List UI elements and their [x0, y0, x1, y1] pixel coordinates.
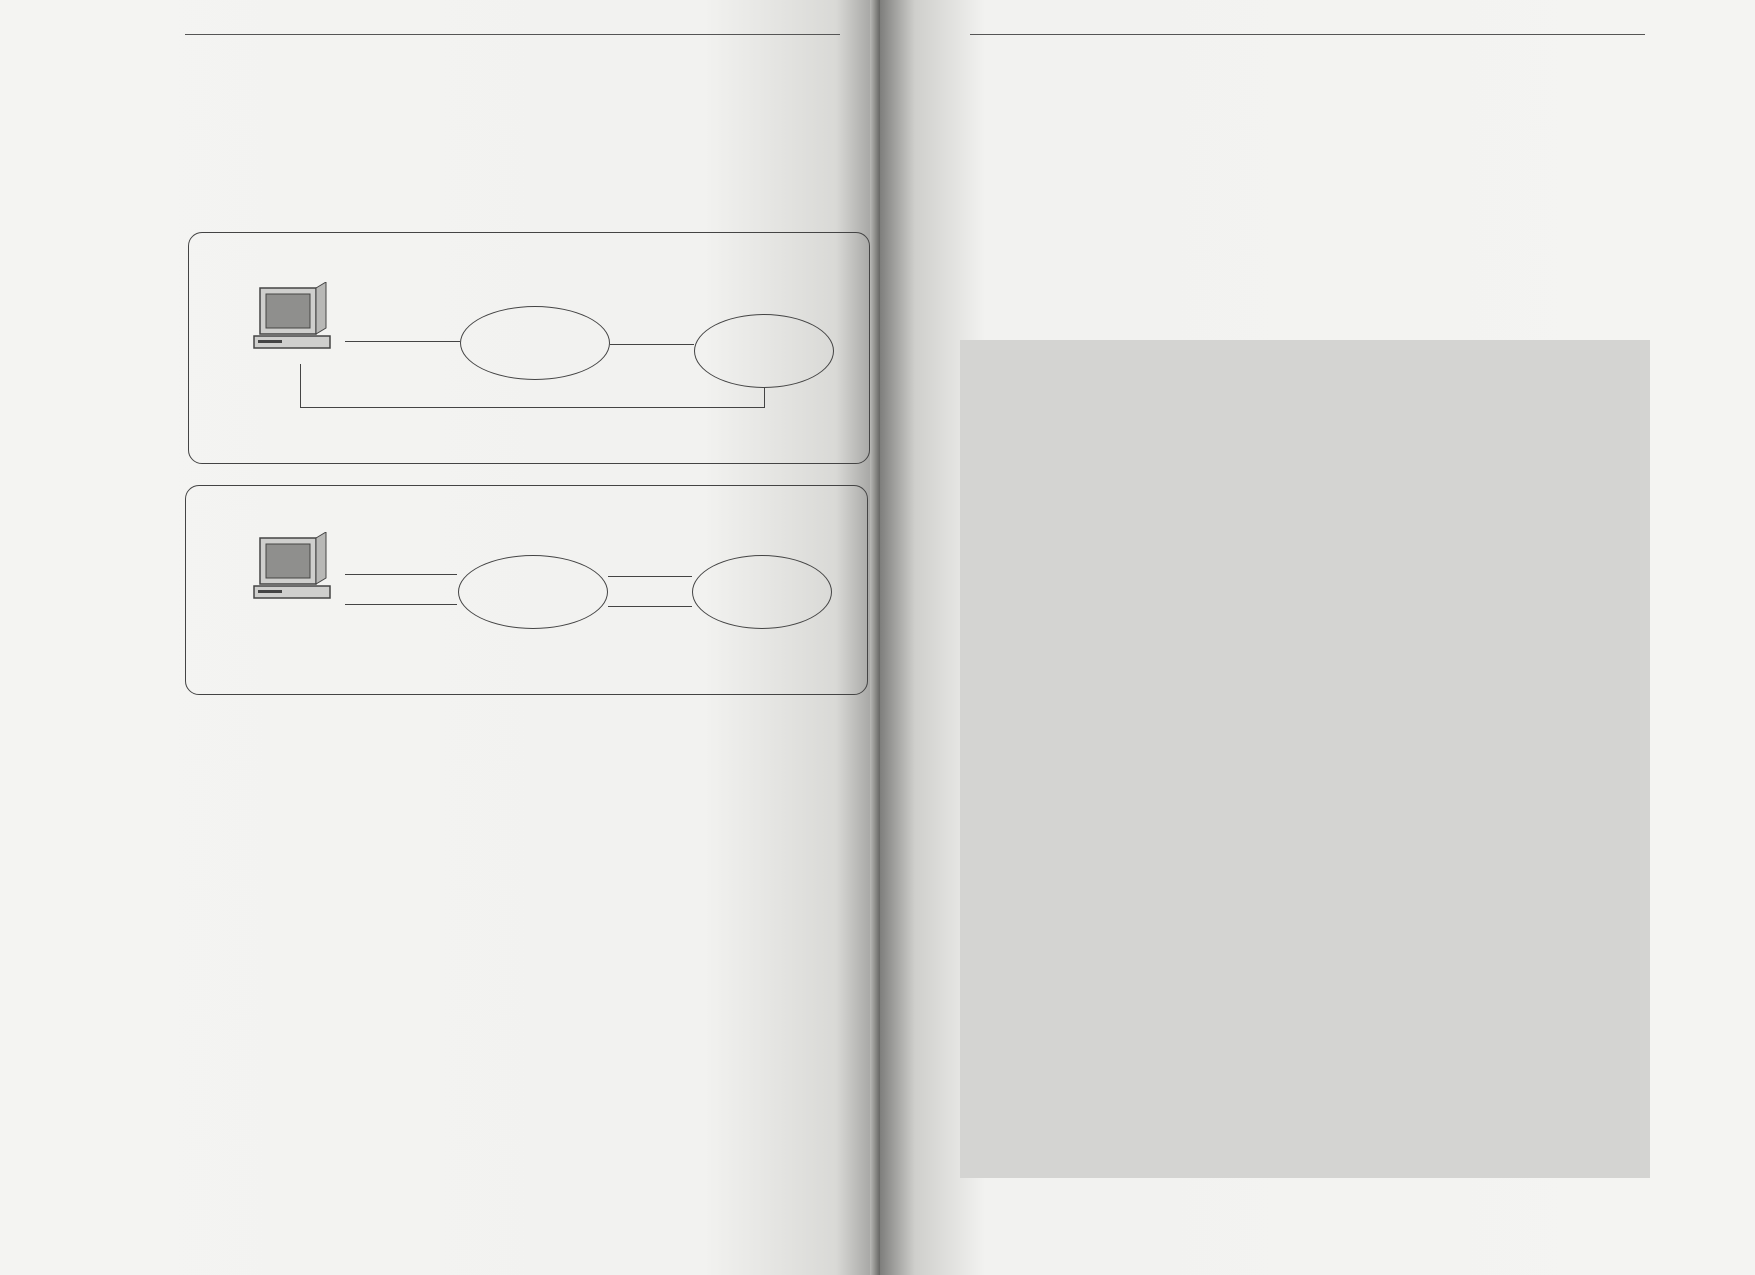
include-response-arrow: [345, 604, 457, 605]
forward-client-computer-icon: [252, 282, 332, 362]
left-header-rule: [185, 34, 840, 35]
code-listing: [960, 340, 1650, 1178]
include-arrow-line-top: [608, 576, 692, 577]
forward-response-line: [300, 407, 765, 408]
forward-servlet1: [460, 306, 610, 380]
forward-response-line-down: [764, 388, 765, 408]
forward-servlet2: [694, 314, 834, 388]
right-header-rule: [970, 34, 1645, 35]
forward-response-line-up: [300, 364, 301, 408]
include-servlet2: [692, 555, 832, 629]
include-servlet1: [458, 555, 608, 629]
forward-arrow-line: [610, 344, 694, 345]
include-client-computer-icon: [252, 532, 332, 612]
forward-request-arrow: [345, 341, 460, 342]
include-arrow-line-bottom: [608, 606, 692, 607]
include-request-arrow: [345, 574, 457, 575]
